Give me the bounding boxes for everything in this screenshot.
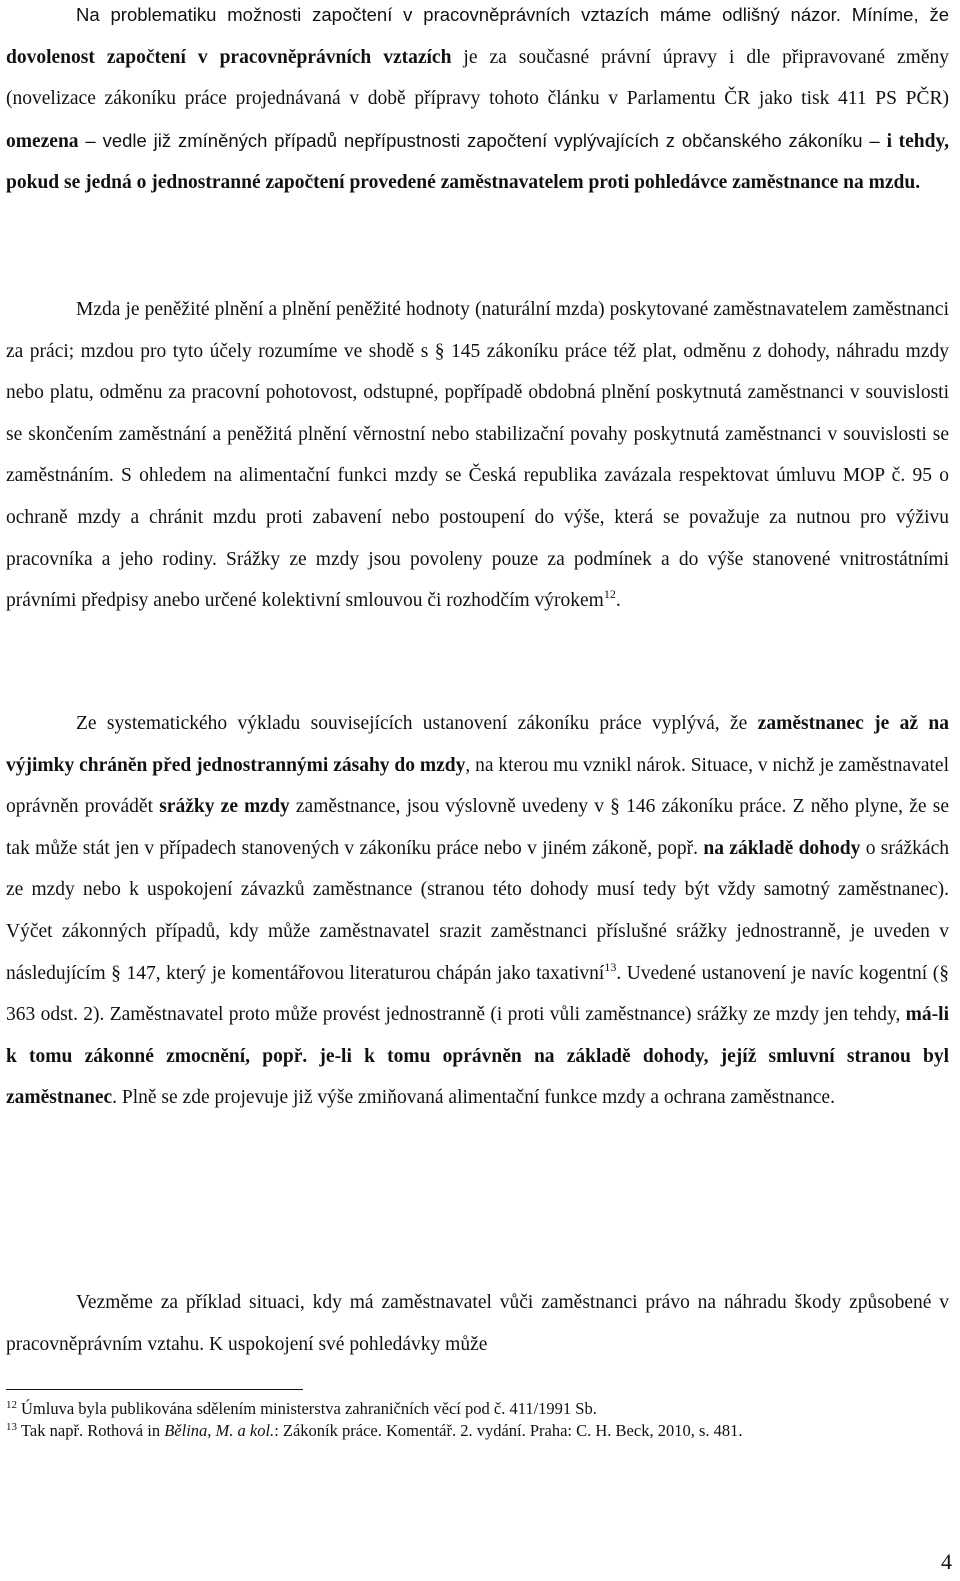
footnote-13-number: 13 (6, 1421, 17, 1433)
paragraph-1-bold-c: i tehdy, pokud se jedná o jednostranné započtení provedené zaměstnavatelem proti pohledávce zaměstnance na mzdu. (6, 130, 949, 194)
paragraph-2 (6, 289, 949, 622)
paragraph-3-text-f: . Plně se zde projevuje již výše zmiňovaná alimentační funkce mzdy a ochrana zaměstnance. (112, 1087, 835, 1109)
paragraph-2-text-a: Mzda je peněžité plnění a plnění peněžité hodnoty (naturální mzda) poskytované zaměstnavatelem zaměstnanci za práci; mzdou pro tyto účely rozumíme ve shodě s § 145 zákoníku práce též plat, odměnu z dohody, náhradu mzdy nebo platu, odměnu za pracovní pohotovost, odstupné, popřípadě obdobná plnění poskytnutá zaměstnanci v souvislosti se skončením zaměstnání a peněžitá plnění věrnostní nebo stabilizační povahy poskytnutá zaměstnanci v souvislosti se zaměstnáním. S ohledem na alimentační funkci mzdy se Česká republika zavázala respektovat úmluvu MOP č. 95 o ochraně mzdy a chránit mzdu proti zabavení nebo postoupení do výše, která se považuje za nutnou pro výživu pracovníka a jeho rodiny. Srážky ze mzdy jsou povoleny pouze za podmínek a do výše stanovené vnitrostátními právními předpisy anebo určené kolektivní smlouvou či rozhodčím výrokem (6, 299, 949, 612)
paragraph-3-text-e: . Uvedené ustanovení je navíc kogentní (§ 363 odst. 2). Zaměstnavatel proto může provést jednostranně (i proti vůli zaměstnance) srážky ze mzdy jen tehdy, (6, 962, 949, 1026)
paragraph-3-text-d: o srážkách ze mzdy nebo k uspokojení závazků zaměstnance (stranou této dohody musí tedy být vždy samotný zaměstnanec). Výčet zákonných případů, kdy může zaměstnavatel srazit zaměstnanci příslušné srážky jednostranně, je uveden v následujícím § 147, který je komentářovou literaturou chápán jako taxativní (6, 837, 949, 984)
footnote-13 (6, 1420, 743, 1442)
paragraph-3-bold-c: na základě dohody (703, 837, 861, 859)
paragraph-1 (6, 0, 949, 204)
page-number: 4 (941, 1549, 952, 1574)
footnote-ref-12[interactable]: 12 (603, 587, 616, 602)
paragraph-3-text-b: , na kterou mu vznikl nárok. Situace, v nichž je zaměstnavatel oprávněn provádět (6, 754, 949, 818)
paragraph-3 (6, 703, 949, 1119)
footnote-13-text-a: Tak např. Rothová in (21, 1421, 165, 1440)
paragraph-3-bold-d: má-li k tomu zákonné zmocnění, popř. je-li k tomu oprávněn na základě dohody, jejíž smluvní stranou byl zaměstnanec (6, 1004, 949, 1109)
paragraph-3-bold-a: zaměstnanec je až na výjimky chráněn před jednostrannými zásahy do mzdy (6, 713, 949, 776)
paragraph-4 (6, 1282, 949, 1365)
footnote-13-text-b: : Zákoník práce. Komentář. 2. vydání. Praha: C. H. Beck, 2010, s. 481. (274, 1421, 743, 1440)
paragraph-1-text-b: je za současné právní úpravy i dle připravované změny (novelizace zákoníku práce projednávaná v době přípravy tohoto článku v Parlamentu ČR jako tisk 411 PS PČR) (6, 46, 949, 110)
paragraph-3-bold-b: srážky ze mzdy (159, 796, 290, 818)
paragraph-3-text-c: zaměstnance, jsou výslovně uvedeny v § 146 zákoníku práce. Z něho plyne, že se tak může stát jen v případech stanovených v zákoníku práce nebo v jiném zákoně, popř. (6, 796, 949, 859)
footnote-12 (6, 1398, 597, 1420)
paragraph-2-text-b: . (615, 590, 621, 612)
paragraph-1-text-a: Na problematiku možnosti započtení v pracovněprávních vztazích máme odlišný názor. Míníme, že (76, 4, 949, 25)
footnote-12-number: 12 (6, 1399, 17, 1411)
paragraph-3-text-a: Ze systematického výkladu souvisejících ustanovení zákoníku práce vyplývá, že (76, 713, 758, 734)
footnote-13-author: Bělina, M. a kol. (164, 1421, 275, 1440)
paragraph-1-bold-b: omezena (6, 130, 79, 152)
paragraph-4-text: Vezměme za příklad situaci, kdy má zaměstnavatel vůči zaměstnanci právo na náhradu škody způsobené v pracovněprávním vztahu. K uspokojení své pohledávky může (6, 1292, 949, 1355)
footnote-separator (6, 1389, 303, 1390)
paragraph-1-text-c: – vedle již zmíněných případů nepřípustnosti započtení vyplývajících z občanského zákoníku – (78, 129, 887, 151)
paragraph-1-bold-a: dovolenost započtení v pracovněprávních vztazích (6, 46, 452, 68)
footnote-12-text: Úmluva byla publikována sdělením ministerstva zahraničních věcí pod č. 411/1991 Sb. (21, 1399, 597, 1418)
footnote-ref-13[interactable]: 13 (604, 959, 617, 974)
